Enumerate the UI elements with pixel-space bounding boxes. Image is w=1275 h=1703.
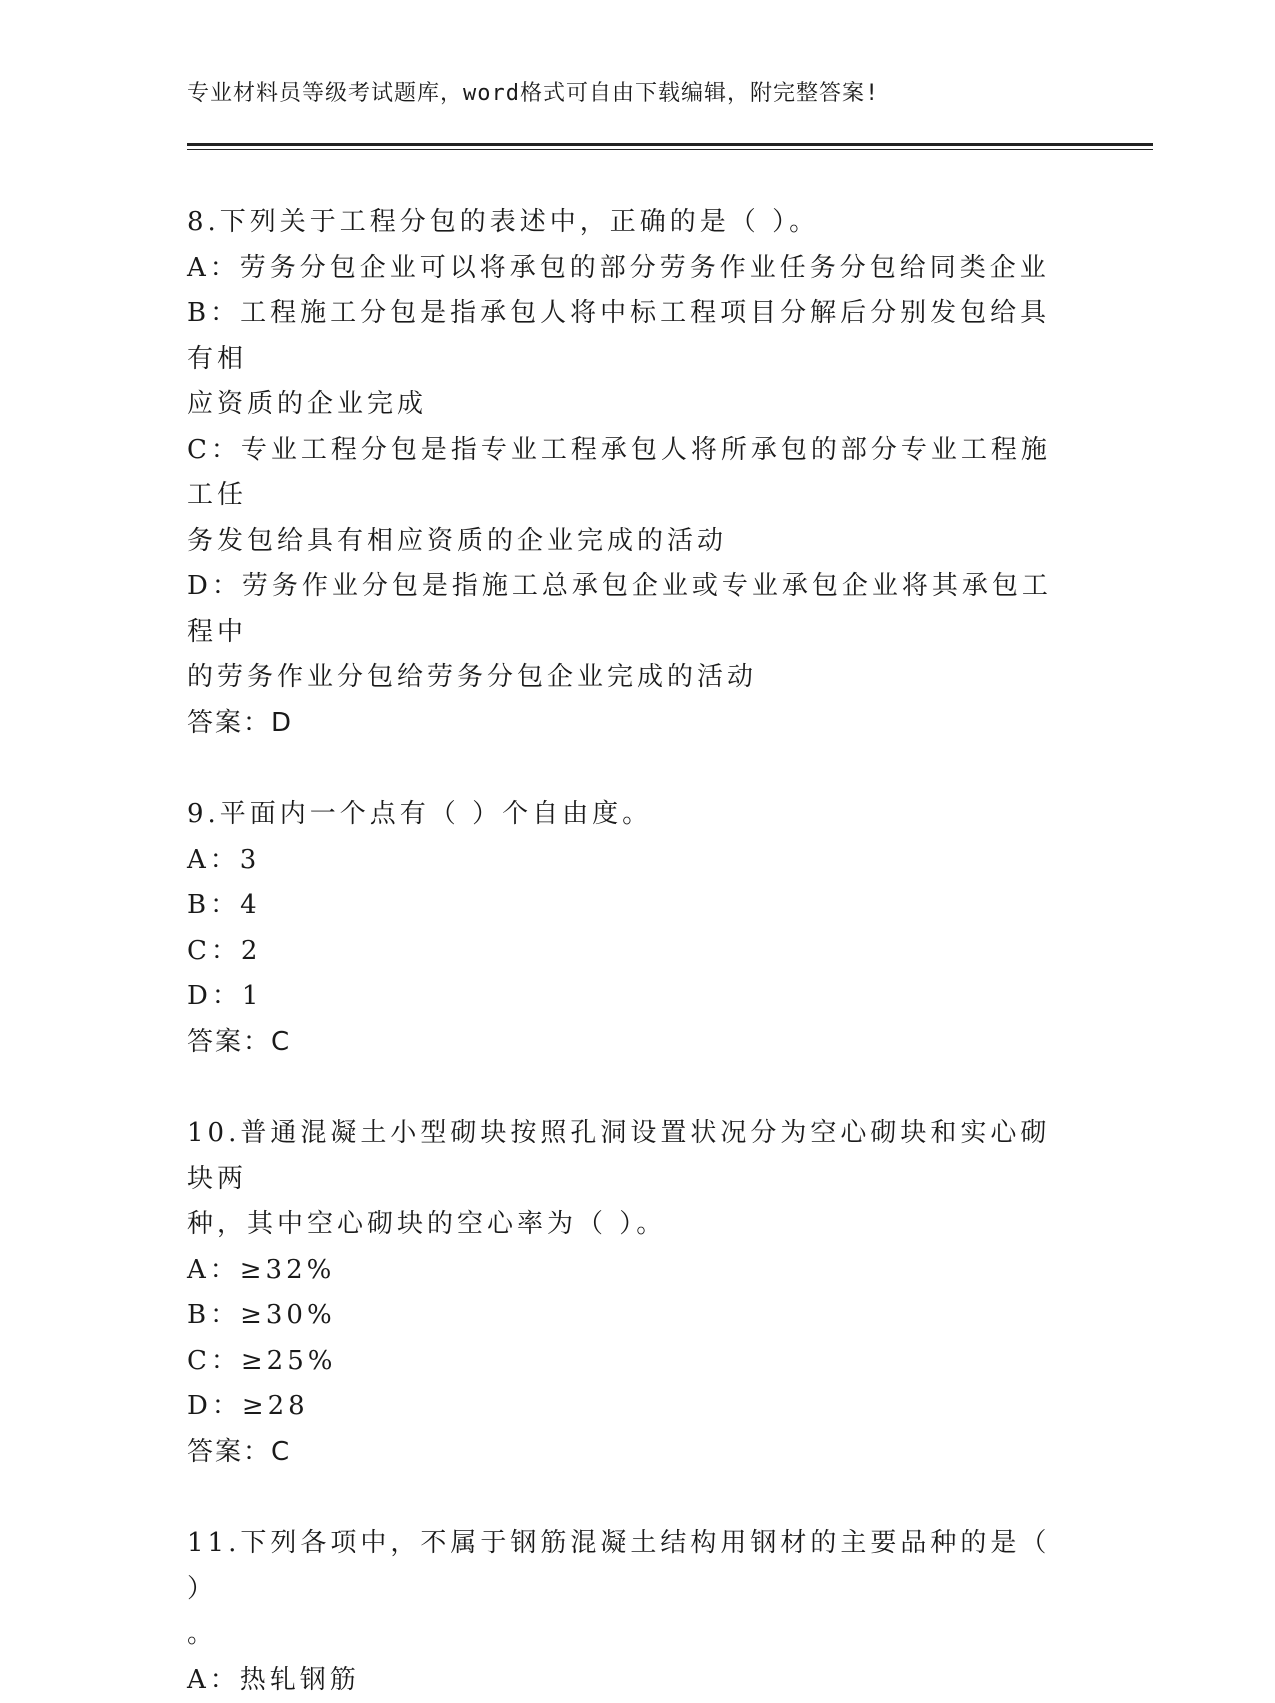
answer-option: 的劳务作业分包给劳务分包企业完成的活动: [187, 655, 1077, 701]
answer-option: B：≥30%: [187, 1293, 1077, 1339]
answer-option: C：≥25%: [187, 1339, 1077, 1385]
question-spacer: [187, 746, 1077, 792]
answer-option: A：劳务分包企业可以将承包的部分劳务作业任务分包给同类企业: [187, 246, 1077, 292]
question-stem: 10.普通混凝土小型砌块按照孔洞设置状况分为空心砌块和实心砌块两: [187, 1111, 1077, 1202]
answer-option: 务发包给具有相应资质的企业完成的活动: [187, 519, 1077, 565]
question-stem: 种，其中空心砌块的空心率为（ ）。: [187, 1202, 1077, 1248]
answer-option: 应资质的企业完成: [187, 382, 1077, 428]
answer-option: B：4: [187, 883, 1077, 929]
question-stem: 。: [187, 1612, 1077, 1658]
answer-option: C：专业工程分包是指专业工程承包人将所承包的部分专业工程施工任: [187, 428, 1077, 519]
question-stem: 8.下列关于工程分包的表述中，正确的是（ ）。: [187, 200, 1077, 246]
document-header: 专业材料员等级考试题库，word格式可自由下载编辑，附完整答案!: [187, 76, 879, 107]
question-spacer: [187, 1065, 1077, 1111]
answer-key: 答案：C: [187, 1020, 1077, 1066]
question-block: [187, 1521, 1077, 1703]
answer-option: A：≥32%: [187, 1248, 1077, 1294]
answer-option: B：工程施工分包是指承包人将中标工程项目分解后分别发包给具有相: [187, 291, 1077, 382]
question-stem: 11.下列各项中，不属于钢筋混凝土结构用钢材的主要品种的是（ ）: [187, 1521, 1077, 1612]
question-list: [187, 200, 1077, 1703]
question-block: [187, 1111, 1077, 1475]
answer-option: A：3: [187, 838, 1077, 884]
answer-option: D：1: [187, 974, 1077, 1020]
answer-key: 答案：D: [187, 701, 1077, 747]
answer-option: A：热轧钢筋: [187, 1658, 1077, 1703]
question-block: [187, 200, 1077, 746]
answer-option: D：劳务作业分包是指施工总承包企业或专业承包企业将其承包工程中: [187, 564, 1077, 655]
answer-option: D：≥28: [187, 1384, 1077, 1430]
header-rule-thick: [187, 143, 1153, 146]
header-rule-thin: [187, 149, 1153, 150]
question-stem: 9.平面内一个点有（ ）个自由度。: [187, 792, 1077, 838]
answer-option: C：2: [187, 929, 1077, 975]
question-spacer: [187, 1475, 1077, 1521]
question-block: [187, 792, 1077, 1065]
answer-key: 答案：C: [187, 1430, 1077, 1476]
